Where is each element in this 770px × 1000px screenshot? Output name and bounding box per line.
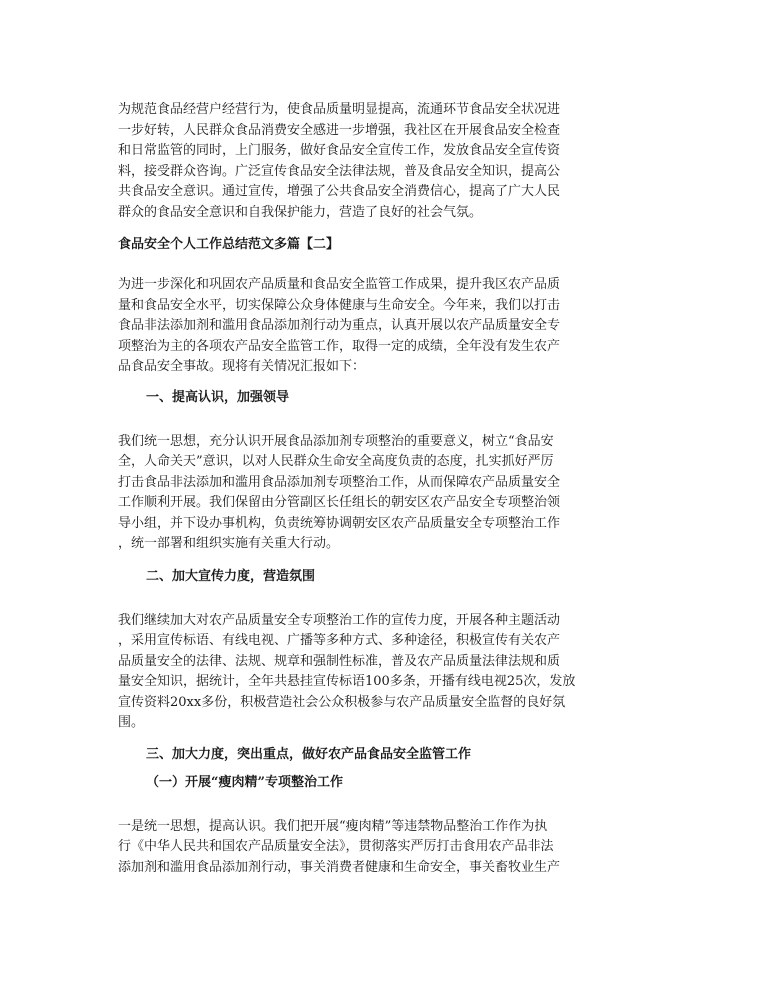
text-line: 食品非法添加剂和滥用食品添加剂行动为重点，认真开展以农产品质量安全专: [118, 318, 561, 333]
text-line: 群众的食品安全意识和自我保护能力，营造了良好的社会气氛。: [118, 204, 483, 220]
text-line: 全，人命关天”意识，以对人民群众生命安全高度负责的态度，扎实抓好严厉: [118, 454, 554, 469]
text-line: 行《中华人民共和国农产品质量安全法》，贯彻落实严厉打击食用农产品非法: [118, 839, 554, 854]
text-line: 我们统一思想，充分认识开展食品添加剂专项整治的重要意义，树立“食品安: [118, 433, 554, 449]
subheading-3-1: （一）开展“瘦肉精”专项整治工作: [146, 774, 343, 790]
heading-3: 三、加大力度，突出重点，做好农产品食品安全监管工作: [146, 746, 472, 762]
text-line: 共食品安全意识。通过宣传，增强了公共食品安全消费信心，提高了广大人民: [118, 184, 561, 199]
text-line: 料，接受群众咨询。广泛宣传食品安全法律法规，普及食品安全知识，提高公: [118, 163, 561, 179]
text-line: 一是统一思想，提高认识。我们把开展“瘦肉精”等违禁物品整治工作作为执: [118, 818, 548, 834]
text-line: 我们继续加大对农产品质量安全专项整治工作的宣传力度，开展各种主题活动: [118, 612, 561, 628]
text-line: 品食品安全事故。现将有关情况汇报如下：: [118, 359, 366, 374]
paragraph-2: [118, 275, 648, 378]
text-line: 添加剂和滥用食品添加剂行动，事关消费者健康和生命安全，事关畜牧业生产: [118, 859, 561, 875]
text-line: 项整治为主的各项农产品安全监管工作，取得一定的成绩，全年没有发生农产: [118, 338, 561, 354]
text-line: 和日常监管的同时，上门服务，做好食品安全宣传工作，发放食品安全宣传资: [118, 143, 561, 158]
text-line: 量安全知识，据统计，全年共悬挂宣传标语100多条，开播有线电视25次，发放: [118, 674, 576, 689]
text-line: 工作顺利开展。我们保留由分管副区长任组长的朝安区农产品安全专项整治领: [118, 495, 561, 510]
paragraph-3: [118, 432, 648, 555]
text-line: 宣传资料20xx多份，积极营造社会公众积极参与农产品质量安全监督的良好氛: [118, 694, 566, 710]
heading-1: 一、提高认识，加强领导: [146, 389, 290, 405]
text-line: 一步好转，人民群众食品消费安全感进一步增强，我社区在开展食品安全检查: [118, 122, 561, 138]
text-line: 为进一步深化和巩固农产品质量和食品安全监管工作成果，提升我区农产品质: [118, 277, 561, 292]
heading-2: 二、加大宣传力度，营造氛围: [146, 568, 316, 584]
text-line: 品质量安全的法律、法规、规章和强制性标准，普及农产品质量法律法规和质: [118, 653, 561, 669]
text-line: 打击食品非法添加和滥用食品添加剂专项整治工作，从而保障农产品质量安全: [118, 474, 561, 490]
document-page: [118, 100, 648, 878]
text-line: ，统一部署和组织实施有关重大行动。: [118, 536, 340, 551]
text-line: 为规范食品经营户经营行为，使食品质量明显提高，流通环节食品安全状况进: [118, 102, 561, 117]
text-line: 导小组，并下设办事机构，负责统筹协调朝安区农产品质量安全专项整治工作: [118, 515, 561, 531]
text-line: 围。: [118, 715, 145, 730]
text-line: 量和食品安全水平，切实保障公众身体健康与生命安全。今年来，我们以打击: [118, 297, 561, 313]
paragraph-4: [118, 611, 648, 734]
text-line: ，采用宣传标语、有线电视、广播等多种方式、多种途径，积极宣传有关农产: [118, 633, 561, 648]
paragraph-1: [118, 100, 648, 223]
section-title-2: 食品安全个人工作总结范文多篇【二】: [118, 237, 340, 252]
paragraph-5: [118, 817, 648, 879]
